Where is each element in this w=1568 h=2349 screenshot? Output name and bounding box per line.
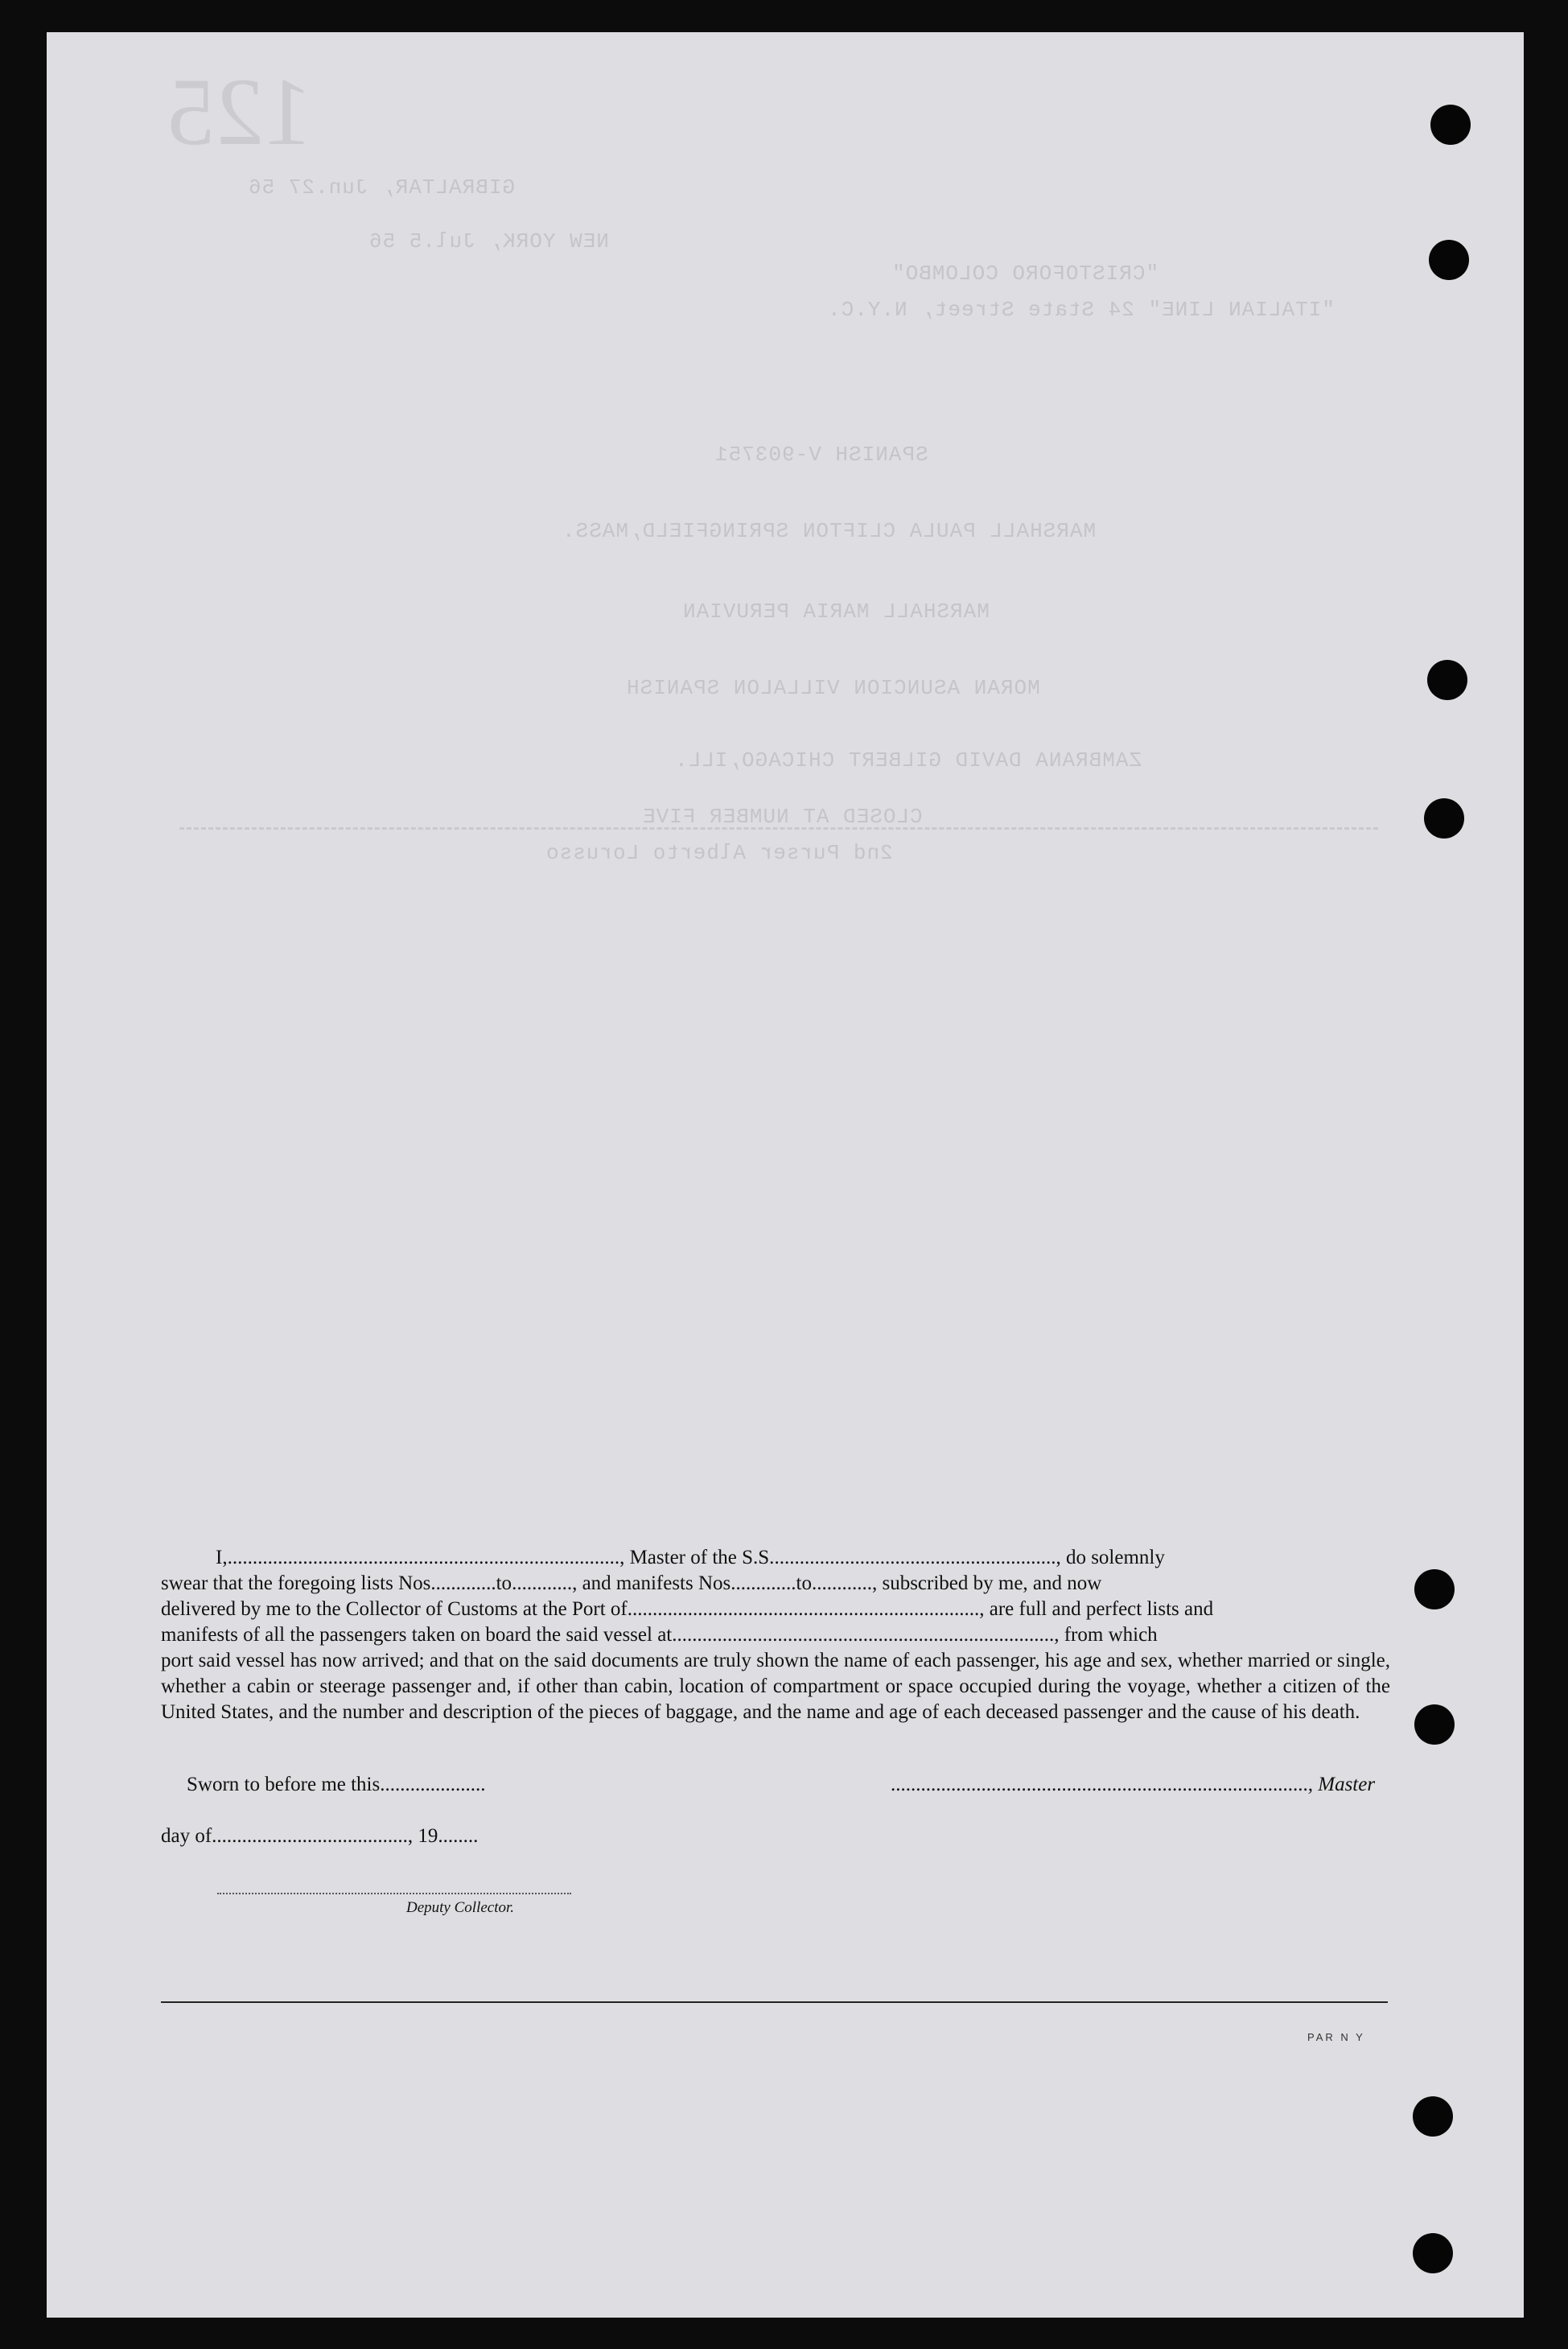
printer-mark: PAR N Y — [1307, 2031, 1365, 2043]
ghost-line: "ITALIAN LINE" 24 State Street, N.Y.C. — [827, 298, 1335, 322]
oath-line-3: delivered by me to the Collector of Customs at the Port of......................................................................, are full and perfect lists and — [161, 1598, 1214, 1620]
master-signature-line: ..................................................................................., Master — [891, 1774, 1376, 1795]
binder-hole — [1413, 2233, 1453, 2273]
oath-line-1: I,.............................................................................., Master of the S.S........................................................., do solemnly — [216, 1547, 1165, 1568]
binder-hole — [1414, 1569, 1455, 1609]
binder-hole — [1427, 660, 1467, 700]
day-of-line: day of......................................., 19........ — [161, 1825, 479, 1847]
deputy-collector-label: Deputy Collector. — [406, 1899, 515, 1916]
sworn-before-label: Sworn to before me this..................... — [187, 1774, 486, 1795]
binder-hole — [1430, 105, 1471, 145]
binder-hole — [1424, 798, 1464, 839]
bottom-rule — [161, 2001, 1388, 2003]
binder-hole — [1414, 1704, 1455, 1745]
ghost-line: CLOSED AT NUMBER FIVE — [642, 805, 923, 829]
ghost-line: 2nd Purser Alberto Lorusso — [545, 841, 893, 865]
ghost-line: MARSHALL MARIA PERUVIAN — [682, 600, 990, 624]
ghost-line: GIBRALTAR, Jun.27 56 — [248, 175, 516, 200]
ghost-line: SPANISH V-903751 — [714, 443, 928, 467]
binder-hole — [1413, 2096, 1453, 2137]
binder-hole — [1429, 240, 1469, 280]
ghost-line: NEW YORK, Jul.5 56 — [368, 229, 609, 253]
ghost-line: ZAMBRANA DAVID GILBERT CHICAGO,ILL. — [674, 748, 1142, 773]
ghost-line: "CRISTOFORO COLOMBO" — [891, 262, 1159, 286]
manifest-page — [47, 32, 1524, 2318]
page-stamp-number: 125 — [167, 58, 312, 165]
oath-line-4: manifests of all the passengers taken on board the said vessel at............................................................................, from which — [161, 1624, 1158, 1646]
master-oath-paragraph — [161, 1545, 1390, 1725]
ghost-dashed-rule — [179, 827, 1378, 830]
oath-body: port said vessel has now arrived; and that on the said documents are truly shown the name of each passenger, his age and sex, whether married or single, whether a cabin or steerage passenger and, if other than cabin, location of compartment or space occupied during the voyage, whether a citizen of the United States, and the number and description of the pieces of baggage, and the name and age of each deceased passenger and the cause of his death. — [161, 1650, 1390, 1723]
ghost-line: MARSHALL PAULA CLIFTON SPRINGFIELD,MASS. — [562, 519, 1097, 543]
ghost-line: MORAN ASUNCION VILLALON SPANISH — [626, 676, 1040, 700]
deputy-signature-line — [217, 1893, 571, 1894]
oath-line-2: swear that the foregoing lists Nos.............to............, and manifests Nos.............to............, subscribed by me, and now — [161, 1572, 1102, 1594]
